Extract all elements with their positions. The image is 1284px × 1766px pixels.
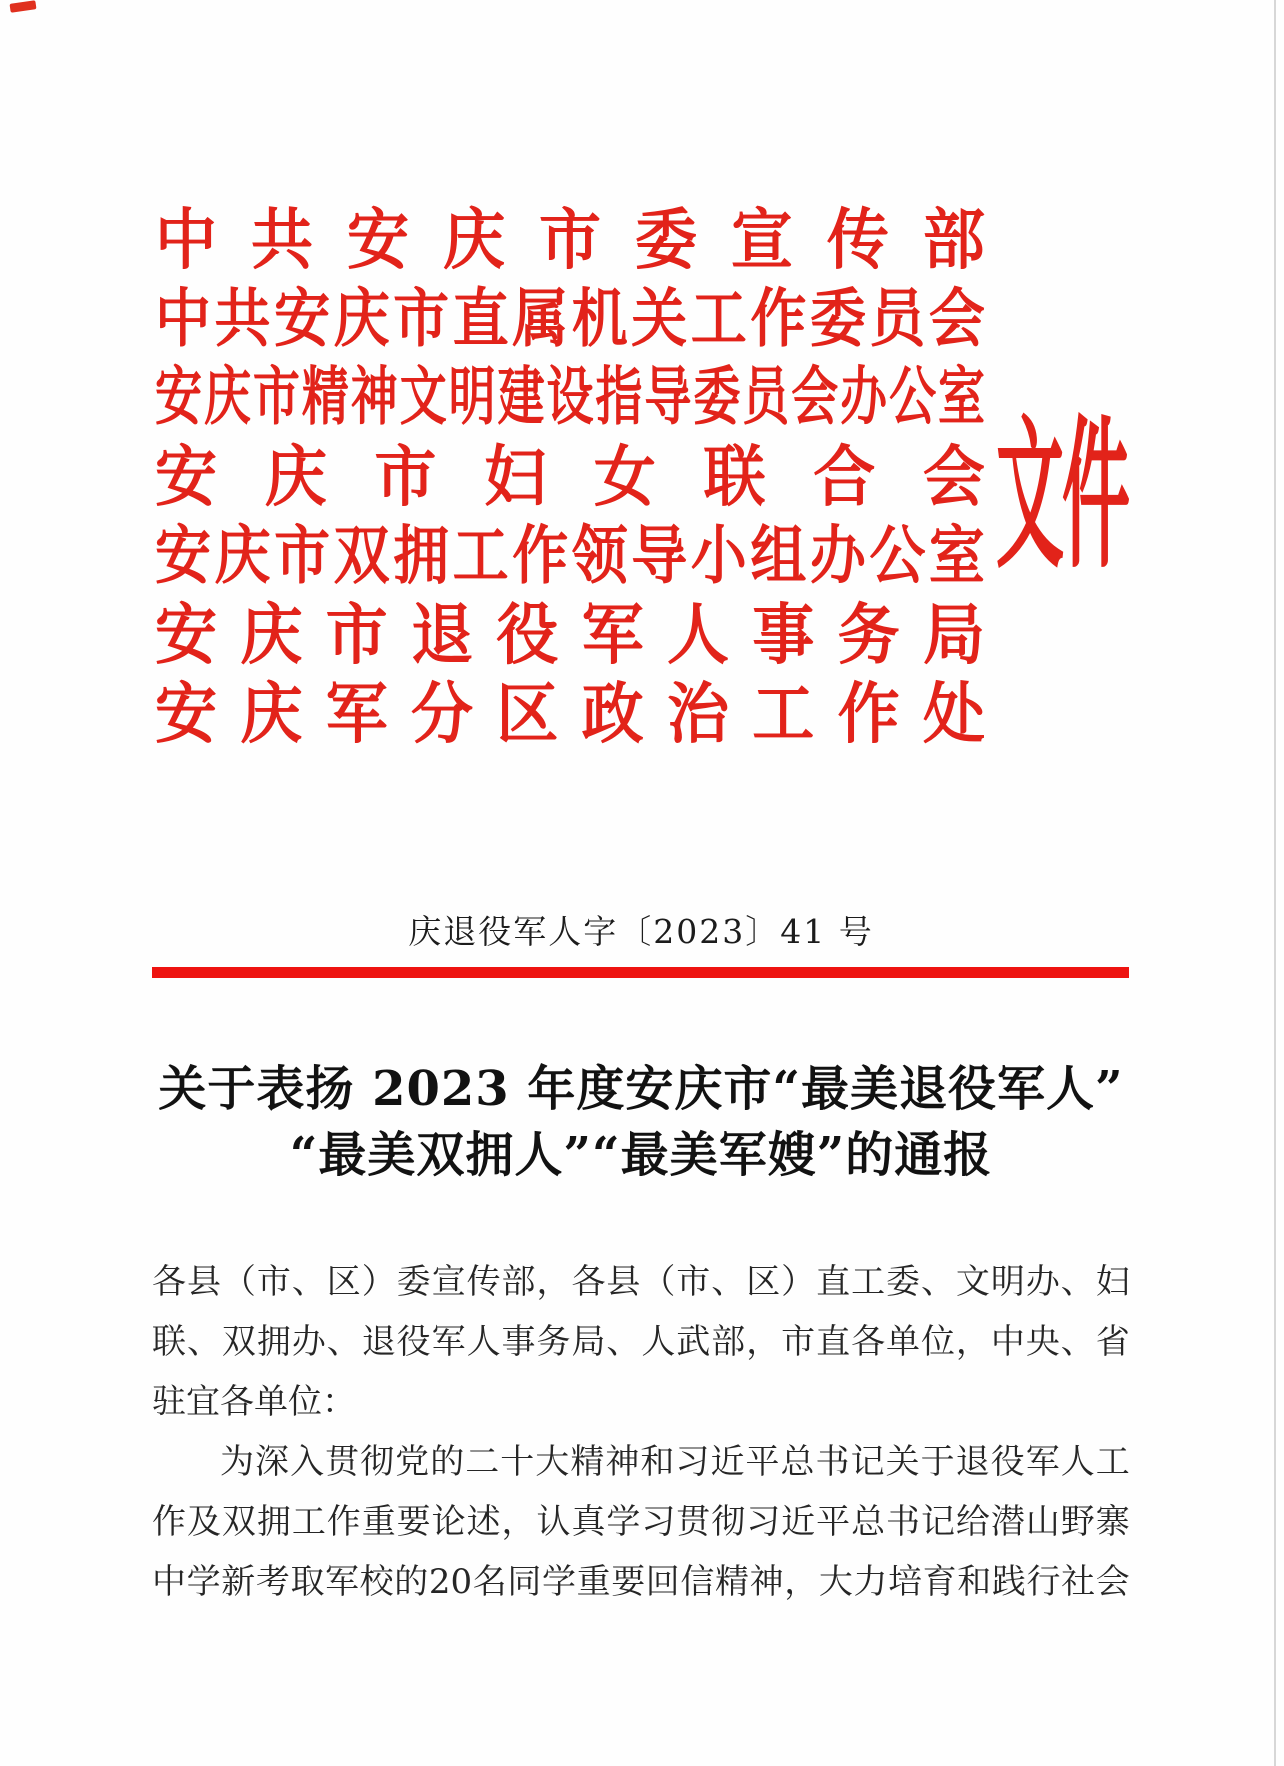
header-org-line-4: 安 庆 市 妇 女 联 合 会: [155, 437, 985, 515]
body-text-block: [152, 1253, 1130, 1613]
red-header-block: [155, 200, 985, 753]
body-line-5: 作 及 双 拥 工 作 重 要 论 述 ， 认 真 学 习 贯 彻 习 近 平 总 书 记 给 潜 山 野 寨: [152, 1502, 1130, 1543]
file-label: 文件: [996, 400, 1129, 593]
doc-number: 庆退役军人字〔2023〕41 号: [408, 912, 874, 951]
header-org-line-3: 安 庆 市 精 神 文 明 建 设 指 导 委 员 会 办 公 室: [155, 360, 985, 435]
page-edge-line: [1274, 0, 1276, 1766]
scan-red-mark: [10, 0, 37, 13]
header-org-line-2: 中 共 安 庆 市 直 属 机 关 工 作 委 员 会: [155, 280, 985, 357]
title-line-2: “最美双拥人”“最美军嫂”的通报: [289, 1127, 993, 1183]
body-line-3: 驻 宜 各 单 位 ：: [152, 1382, 356, 1423]
body-line-4: 为 深 入 贯 彻 党 的 二 十 大 精 神 和 习 近 平 总 书 记 关 于 退 役 军 人 工: [220, 1442, 1130, 1483]
body-line-6: 中 学 新 考 取 军 校 的 20 名 同 学 重 要 回 信 精 神 ， 大 力 培 育 和 践 行 社 会: [152, 1562, 1130, 1603]
header-org-line-1: 中 共 安 庆 市 委 宣 传 部: [155, 200, 985, 278]
header-org-line-6: 安 庆 市 退 役 军 人 事 务 局: [155, 595, 985, 673]
red-rule: [152, 967, 1129, 978]
title-line-1: 关于表扬 2023 年度安庆市“最美退役军人”: [158, 1061, 1124, 1117]
body-line-2: 联 、 双 拥 办 、 退 役 军 人 事 务 局 、 人 武 部 ， 市 直 各 单 位 ， 中 央 、 省: [152, 1322, 1130, 1363]
header-org-line-7: 安 庆 军 分 区 政 治 工 作 处: [155, 674, 985, 752]
header-org-line-5: 安 庆 市 双 拥 工 作 领 导 小 组 办 公 室: [155, 517, 985, 594]
body-line-1: 各 县 （ 市 、 区 ） 委 宣 传 部 ， 各 县 （ 市 、 区 ） 直 工 委 、 文 明 办 、 妇: [152, 1262, 1130, 1303]
